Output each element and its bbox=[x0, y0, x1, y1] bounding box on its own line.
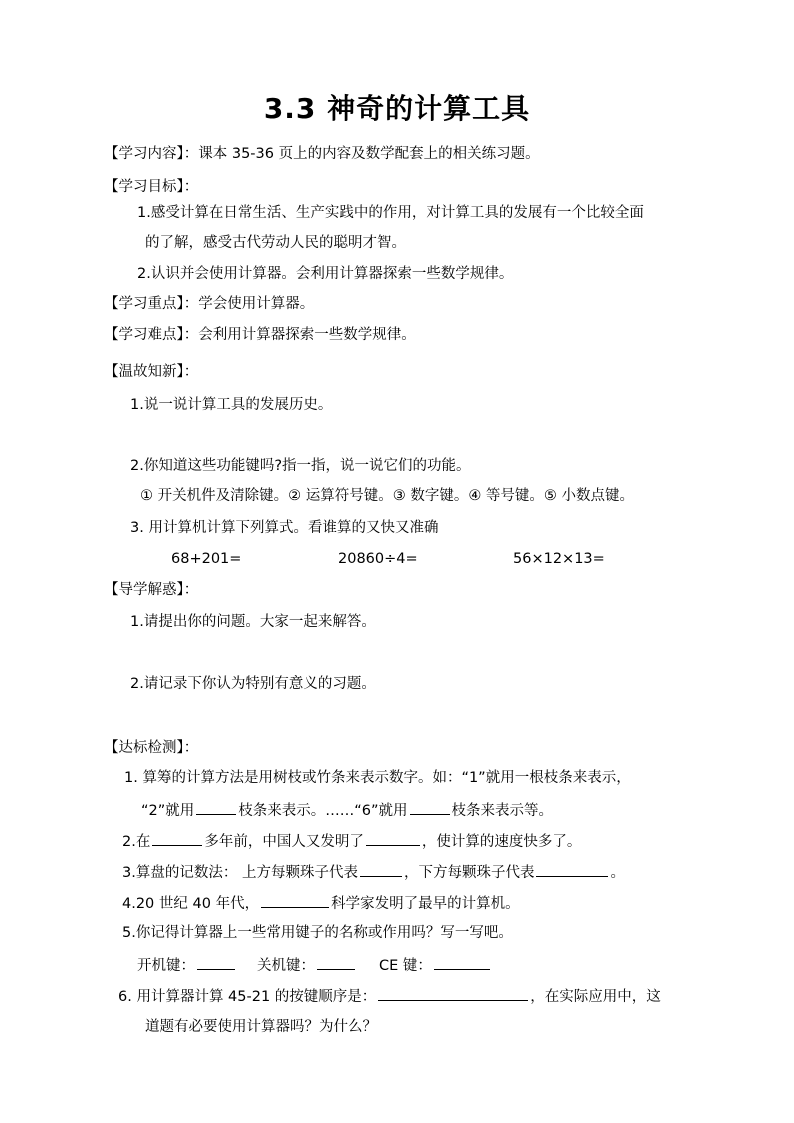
test-q3-blank-1[interactable] bbox=[360, 861, 402, 877]
test-q6-line-b: 道题有必要使用计算器吗？为什么？ bbox=[145, 1019, 377, 1035]
review-q2-keys: ① 开关机件及清除键。② 运算符号键。③ 数字键。④ 等号键。⑤ 小数点键。 bbox=[140, 488, 635, 504]
test-q2-text-1: 2.在 bbox=[122, 834, 151, 850]
content-text: 课本 35-36 页上的内容及数学配套上的相关练习题。 bbox=[198, 146, 540, 162]
test-q3-text-3: 。 bbox=[610, 865, 625, 881]
review-q2: 2.你知道这些功能键吗?指一指，说一说它们的功能。 bbox=[130, 458, 471, 474]
test-q5: 5.你记得计算器上一些常用键子的名称或作用吗？写一写吧。 bbox=[122, 925, 513, 941]
key-point-label: 【学习重点】： bbox=[104, 296, 199, 312]
content-line bbox=[104, 144, 540, 164]
off-key-blank[interactable] bbox=[317, 954, 355, 970]
test-q1-blank-1[interactable] bbox=[196, 799, 236, 815]
goal-2: 2.认识并会使用计算器。会利用计算器探索一些数学规律。 bbox=[137, 266, 514, 282]
goals-label: 【学习目标】： bbox=[104, 179, 199, 195]
test-q1-text-2: 枝条来表示。……“6”就用 bbox=[238, 803, 408, 819]
test-q1-text-3: 枝条来表示等。 bbox=[451, 803, 553, 819]
review-label: 【温故知新】： bbox=[104, 364, 199, 380]
difficulty-line bbox=[104, 325, 416, 345]
test-q4-text-2: 科学家发明了最早的计算机。 bbox=[331, 896, 520, 912]
expression-1: 68+201= bbox=[171, 551, 242, 567]
test-q2 bbox=[122, 830, 581, 852]
test-q5-keys bbox=[137, 954, 492, 976]
expression-2: 20860÷4= bbox=[338, 551, 418, 567]
guide-q2: 2.请记录下你认为特别有意义的习题。 bbox=[130, 676, 376, 692]
test-q2-blank-2[interactable] bbox=[366, 830, 420, 846]
test-q1-text-1: “2”就用 bbox=[141, 803, 195, 819]
test-q2-text-2: 多年前，中国人又发明了 bbox=[204, 834, 364, 850]
off-key-label: 关机键： bbox=[257, 958, 315, 974]
test-q6-line-a bbox=[118, 985, 661, 1007]
test-label: 【达标检测】： bbox=[104, 740, 199, 756]
expression-3: 56×12×13= bbox=[513, 551, 605, 567]
ce-key-blank[interactable] bbox=[434, 954, 490, 970]
test-q6-text-1: 6. 用计算器计算 45-21 的按键顺序是： bbox=[118, 989, 377, 1005]
key-point-text: 学会使用计算器。 bbox=[198, 296, 315, 312]
difficulty-label: 【学习难点】： bbox=[104, 327, 199, 343]
test-q1-blank-2[interactable] bbox=[410, 799, 450, 815]
review-q1: 1.说一说计算工具的发展历史。 bbox=[130, 397, 333, 413]
test-q3 bbox=[122, 861, 625, 883]
test-q4 bbox=[122, 892, 520, 914]
test-q1-line-a: 1. 算筹的计算方法是用树枝或竹条来表示数字。如：“1”就用一根枝条来表示， bbox=[124, 770, 631, 786]
difficulty-text: 会利用计算器探索一些数学规律。 bbox=[198, 327, 416, 343]
page-title: 3.3 神奇的计算工具 bbox=[263, 92, 531, 125]
on-key-label: 开机键： bbox=[137, 958, 195, 974]
test-q6-blank[interactable] bbox=[378, 985, 528, 1001]
test-q2-text-3: ，使计算的速度快多了。 bbox=[421, 834, 582, 850]
test-q6-text-2: ，在实际应用中，这 bbox=[530, 989, 661, 1005]
ce-key-label: CE 键： bbox=[379, 958, 432, 974]
guide-q1: 1.请提出你的问题。大家一起来解答。 bbox=[130, 614, 376, 630]
review-q3: 3. 用计算机计算下列算式。看谁算的又快又准确 bbox=[130, 520, 439, 536]
guide-label: 【导学解惑】： bbox=[104, 582, 199, 598]
on-key-blank[interactable] bbox=[197, 954, 235, 970]
test-q4-blank[interactable] bbox=[261, 892, 329, 908]
test-q2-blank-1[interactable] bbox=[152, 830, 202, 846]
key-point-line bbox=[104, 294, 314, 314]
content-label: 【学习内容】： bbox=[104, 146, 199, 162]
test-q4-text-1: 4.20 世纪 40 年代， bbox=[122, 896, 260, 912]
test-q3-text-1: 3.算盘的记数法： 上方每颗珠子代表 bbox=[122, 865, 358, 881]
test-q3-blank-2[interactable] bbox=[536, 861, 608, 877]
test-q1-line-b bbox=[141, 799, 553, 821]
goal-1-line-b: 的了解，感受古代劳动人民的聪明才智。 bbox=[145, 235, 406, 251]
test-q3-text-2: ，下方每颗珠子代表 bbox=[403, 865, 535, 881]
goal-1-line-a: 1.感受计算在日常生活、生产实践中的作用，对计算工具的发展有一个比较全面 bbox=[137, 205, 644, 221]
